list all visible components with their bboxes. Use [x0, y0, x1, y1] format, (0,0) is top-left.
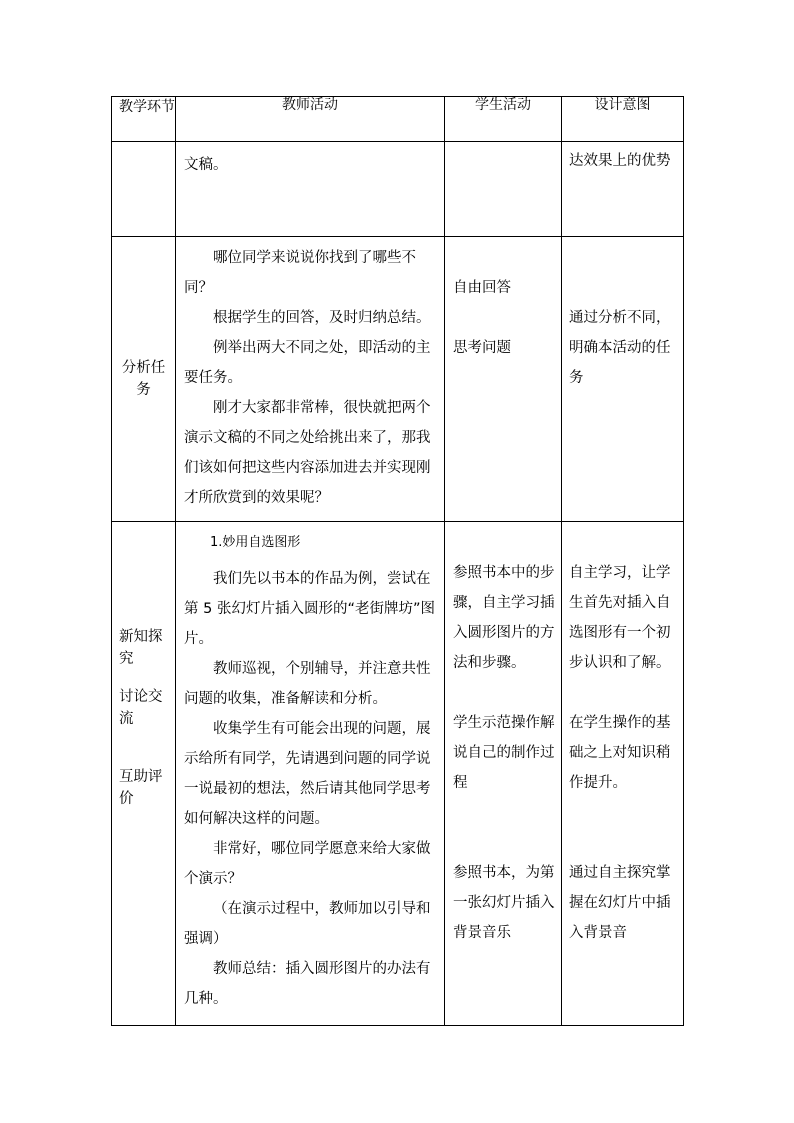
row1-stage — [112, 142, 176, 237]
row2-student-line: 思考问题 — [453, 340, 511, 356]
row2-student — [445, 237, 562, 522]
row3-intent-line: 在学生操作的基础之上对知识稍作提升。 — [569, 715, 671, 791]
lesson-plan-table — [111, 96, 684, 1026]
header-student: 学生活动 — [445, 97, 562, 142]
table-row — [112, 142, 684, 237]
row3-teacher-heading: 1.妙用自选图形 — [210, 535, 301, 550]
row1-intent-text: 达效果上的优势 — [569, 153, 671, 169]
row3-teacher — [176, 522, 445, 1026]
row3-intent-line: 自主学习，让学生首先对插入自选图形有一个初步认识和了解。 — [569, 565, 671, 671]
table-row — [112, 237, 684, 522]
row2-intent-text: 通过分析不同，明确本活动的任务 — [569, 310, 671, 386]
row3-stage — [112, 522, 176, 1026]
row3-intent — [562, 522, 684, 1026]
row3-teacher-line: 我们先以书本的作品为例，尝试在第 5 张幻灯片插入圆形的“老街牌坊”图片。 — [184, 571, 435, 647]
row3-stage-item: 互助评价 — [119, 769, 163, 807]
row3-stage-item: 讨论交流 — [119, 689, 163, 727]
row3-teacher-line: 收集学生有可能会出现的问题，展示给所有同学，先请遇到问题的同学说一说最初的想法，然后请其他同学思考如何解决这样的问题。 — [184, 721, 431, 827]
row3-stage-item: 新知探究 — [119, 629, 163, 667]
row2-stage — [112, 237, 176, 522]
row3-intent-line: 通过自主探究掌握在幻灯片中插入背景音 — [569, 865, 671, 941]
row3-teacher-line: 教师总结：插入圆形图片的办法有几种。 — [184, 961, 431, 1007]
row1-teacher — [176, 142, 445, 237]
header-stage: 教学环节 — [112, 97, 176, 142]
row3-student-line: 参照书本中的步骤，自主学习插入圆形图片的方法和步骤。 — [453, 565, 555, 671]
table-header-row — [112, 97, 684, 142]
row2-teacher-line: 例举出两大不同之处，即活动的主要任务。 — [184, 340, 431, 386]
row1-student — [445, 142, 562, 237]
row1-intent — [562, 142, 684, 237]
row2-student-line: 自由回答 — [453, 280, 511, 296]
row1-teacher-text: 文稿。 — [184, 157, 228, 173]
row2-stage-text: 分析任务 — [121, 360, 166, 398]
row2-teacher — [176, 237, 445, 522]
row3-student-line: 参照书本，为第一张幻灯片插入背景音乐 — [453, 865, 555, 941]
row3-student-line: 学生示范操作解说自己的制作过程 — [453, 715, 555, 791]
row2-teacher-line: 哪位同学来说说你找到了哪些不同？ — [184, 250, 416, 296]
row2-teacher-line: 刚才大家都非常棒，很快就把两个演示文稿的不同之处给挑出来了，那我们该如何把这些内容添加进去并实现刚才所欣赏到的效果呢？ — [184, 400, 431, 506]
row3-teacher-line: 教师巡视，个别辅导，并注意共性问题的收集，准备解读和分析。 — [184, 661, 431, 707]
header-teacher: 教师活动 — [176, 97, 445, 142]
row3-teacher-line: 非常好，哪位同学愿意来给大家做个演示？ — [184, 841, 431, 887]
table-row — [112, 522, 684, 1026]
row3-student — [445, 522, 562, 1026]
row2-intent — [562, 237, 684, 522]
row2-teacher-line: 根据学生的回答，及时归纳总结。 — [213, 310, 431, 326]
row3-teacher-line: （在演示过程中，教师加以引导和强调） — [184, 901, 431, 947]
header-intent: 设计意图 — [562, 97, 684, 142]
